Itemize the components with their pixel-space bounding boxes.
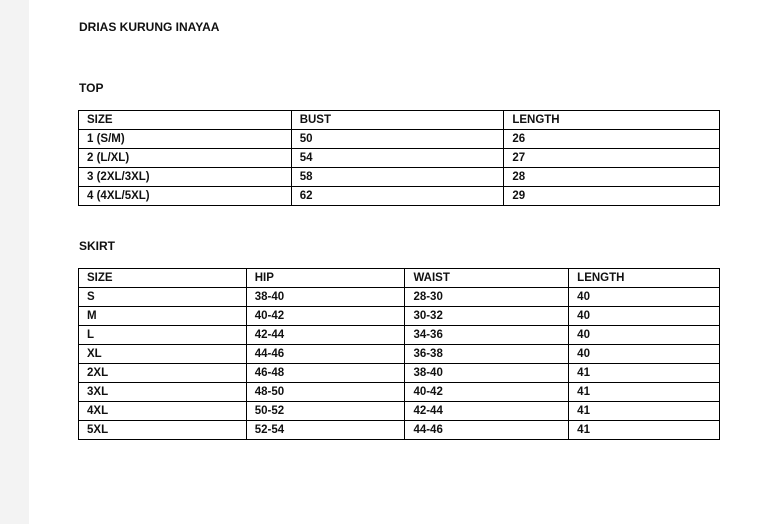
table-header-cell: LENGTH	[569, 269, 720, 288]
table-cell: 41	[569, 421, 720, 440]
table-row	[79, 383, 720, 402]
table-row	[79, 168, 720, 187]
table-cell: 38-40	[246, 288, 405, 307]
table-cell: 46-48	[246, 364, 405, 383]
table-cell: L	[79, 326, 247, 345]
table-cell: 40-42	[405, 383, 569, 402]
table-cell: 50-52	[246, 402, 405, 421]
table-cell: 40	[569, 307, 720, 326]
table-row	[79, 149, 720, 168]
table-row	[79, 402, 720, 421]
table-cell: 1 (S/M)	[79, 130, 292, 149]
table-cell: 4XL	[79, 402, 247, 421]
table-cell: 2 (L/XL)	[79, 149, 292, 168]
table-cell: 3XL	[79, 383, 247, 402]
table-cell: 4 (4XL/5XL)	[79, 187, 292, 206]
table-row	[79, 307, 720, 326]
table-cell: XL	[79, 345, 247, 364]
table-cell: 36-38	[405, 345, 569, 364]
table-cell: 41	[569, 364, 720, 383]
table-row	[79, 187, 720, 206]
table-row	[79, 345, 720, 364]
table-cell: 40	[569, 345, 720, 364]
table-cell: 40	[569, 288, 720, 307]
table-cell: 3 (2XL/3XL)	[79, 168, 292, 187]
skirt-section-title: SKIRT	[79, 239, 115, 253]
table-cell: S	[79, 288, 247, 307]
table-cell: 40-42	[246, 307, 405, 326]
table-cell: 34-36	[405, 326, 569, 345]
table-row	[79, 364, 720, 383]
table-cell: 50	[291, 130, 504, 149]
table-cell: 42-44	[405, 402, 569, 421]
document-title: DRIAS KURUNG INAYAA	[79, 20, 220, 34]
table-header-cell: SIZE	[79, 111, 292, 130]
table-cell: 42-44	[246, 326, 405, 345]
table-cell: 28-30	[405, 288, 569, 307]
table-row	[79, 421, 720, 440]
table-cell: 48-50	[246, 383, 405, 402]
table-cell: 44-46	[246, 345, 405, 364]
skirt-size-table	[78, 268, 720, 440]
table-cell: 44-46	[405, 421, 569, 440]
table-header-cell: WAIST	[405, 269, 569, 288]
table-cell: 52-54	[246, 421, 405, 440]
table-cell: 28	[504, 168, 720, 187]
table-header-cell: HIP	[246, 269, 405, 288]
table-header-cell: BUST	[291, 111, 504, 130]
table-cell: 5XL	[79, 421, 247, 440]
table-cell: 41	[569, 383, 720, 402]
table-cell: 62	[291, 187, 504, 206]
table-cell: M	[79, 307, 247, 326]
table-cell: 41	[569, 402, 720, 421]
table-row	[79, 288, 720, 307]
table-cell: 54	[291, 149, 504, 168]
table-header-row	[79, 111, 720, 130]
top-size-table	[78, 110, 720, 206]
table-cell: 40	[569, 326, 720, 345]
table-cell: 29	[504, 187, 720, 206]
table-header-cell: LENGTH	[504, 111, 720, 130]
table-header-cell: SIZE	[79, 269, 247, 288]
table-row	[79, 130, 720, 149]
table-cell: 26	[504, 130, 720, 149]
table-cell: 38-40	[405, 364, 569, 383]
table-cell: 58	[291, 168, 504, 187]
table-cell: 30-32	[405, 307, 569, 326]
top-section-title: TOP	[79, 81, 104, 95]
document-page	[29, 0, 763, 524]
table-cell: 2XL	[79, 364, 247, 383]
table-cell: 27	[504, 149, 720, 168]
table-header-row	[79, 269, 720, 288]
table-row	[79, 326, 720, 345]
